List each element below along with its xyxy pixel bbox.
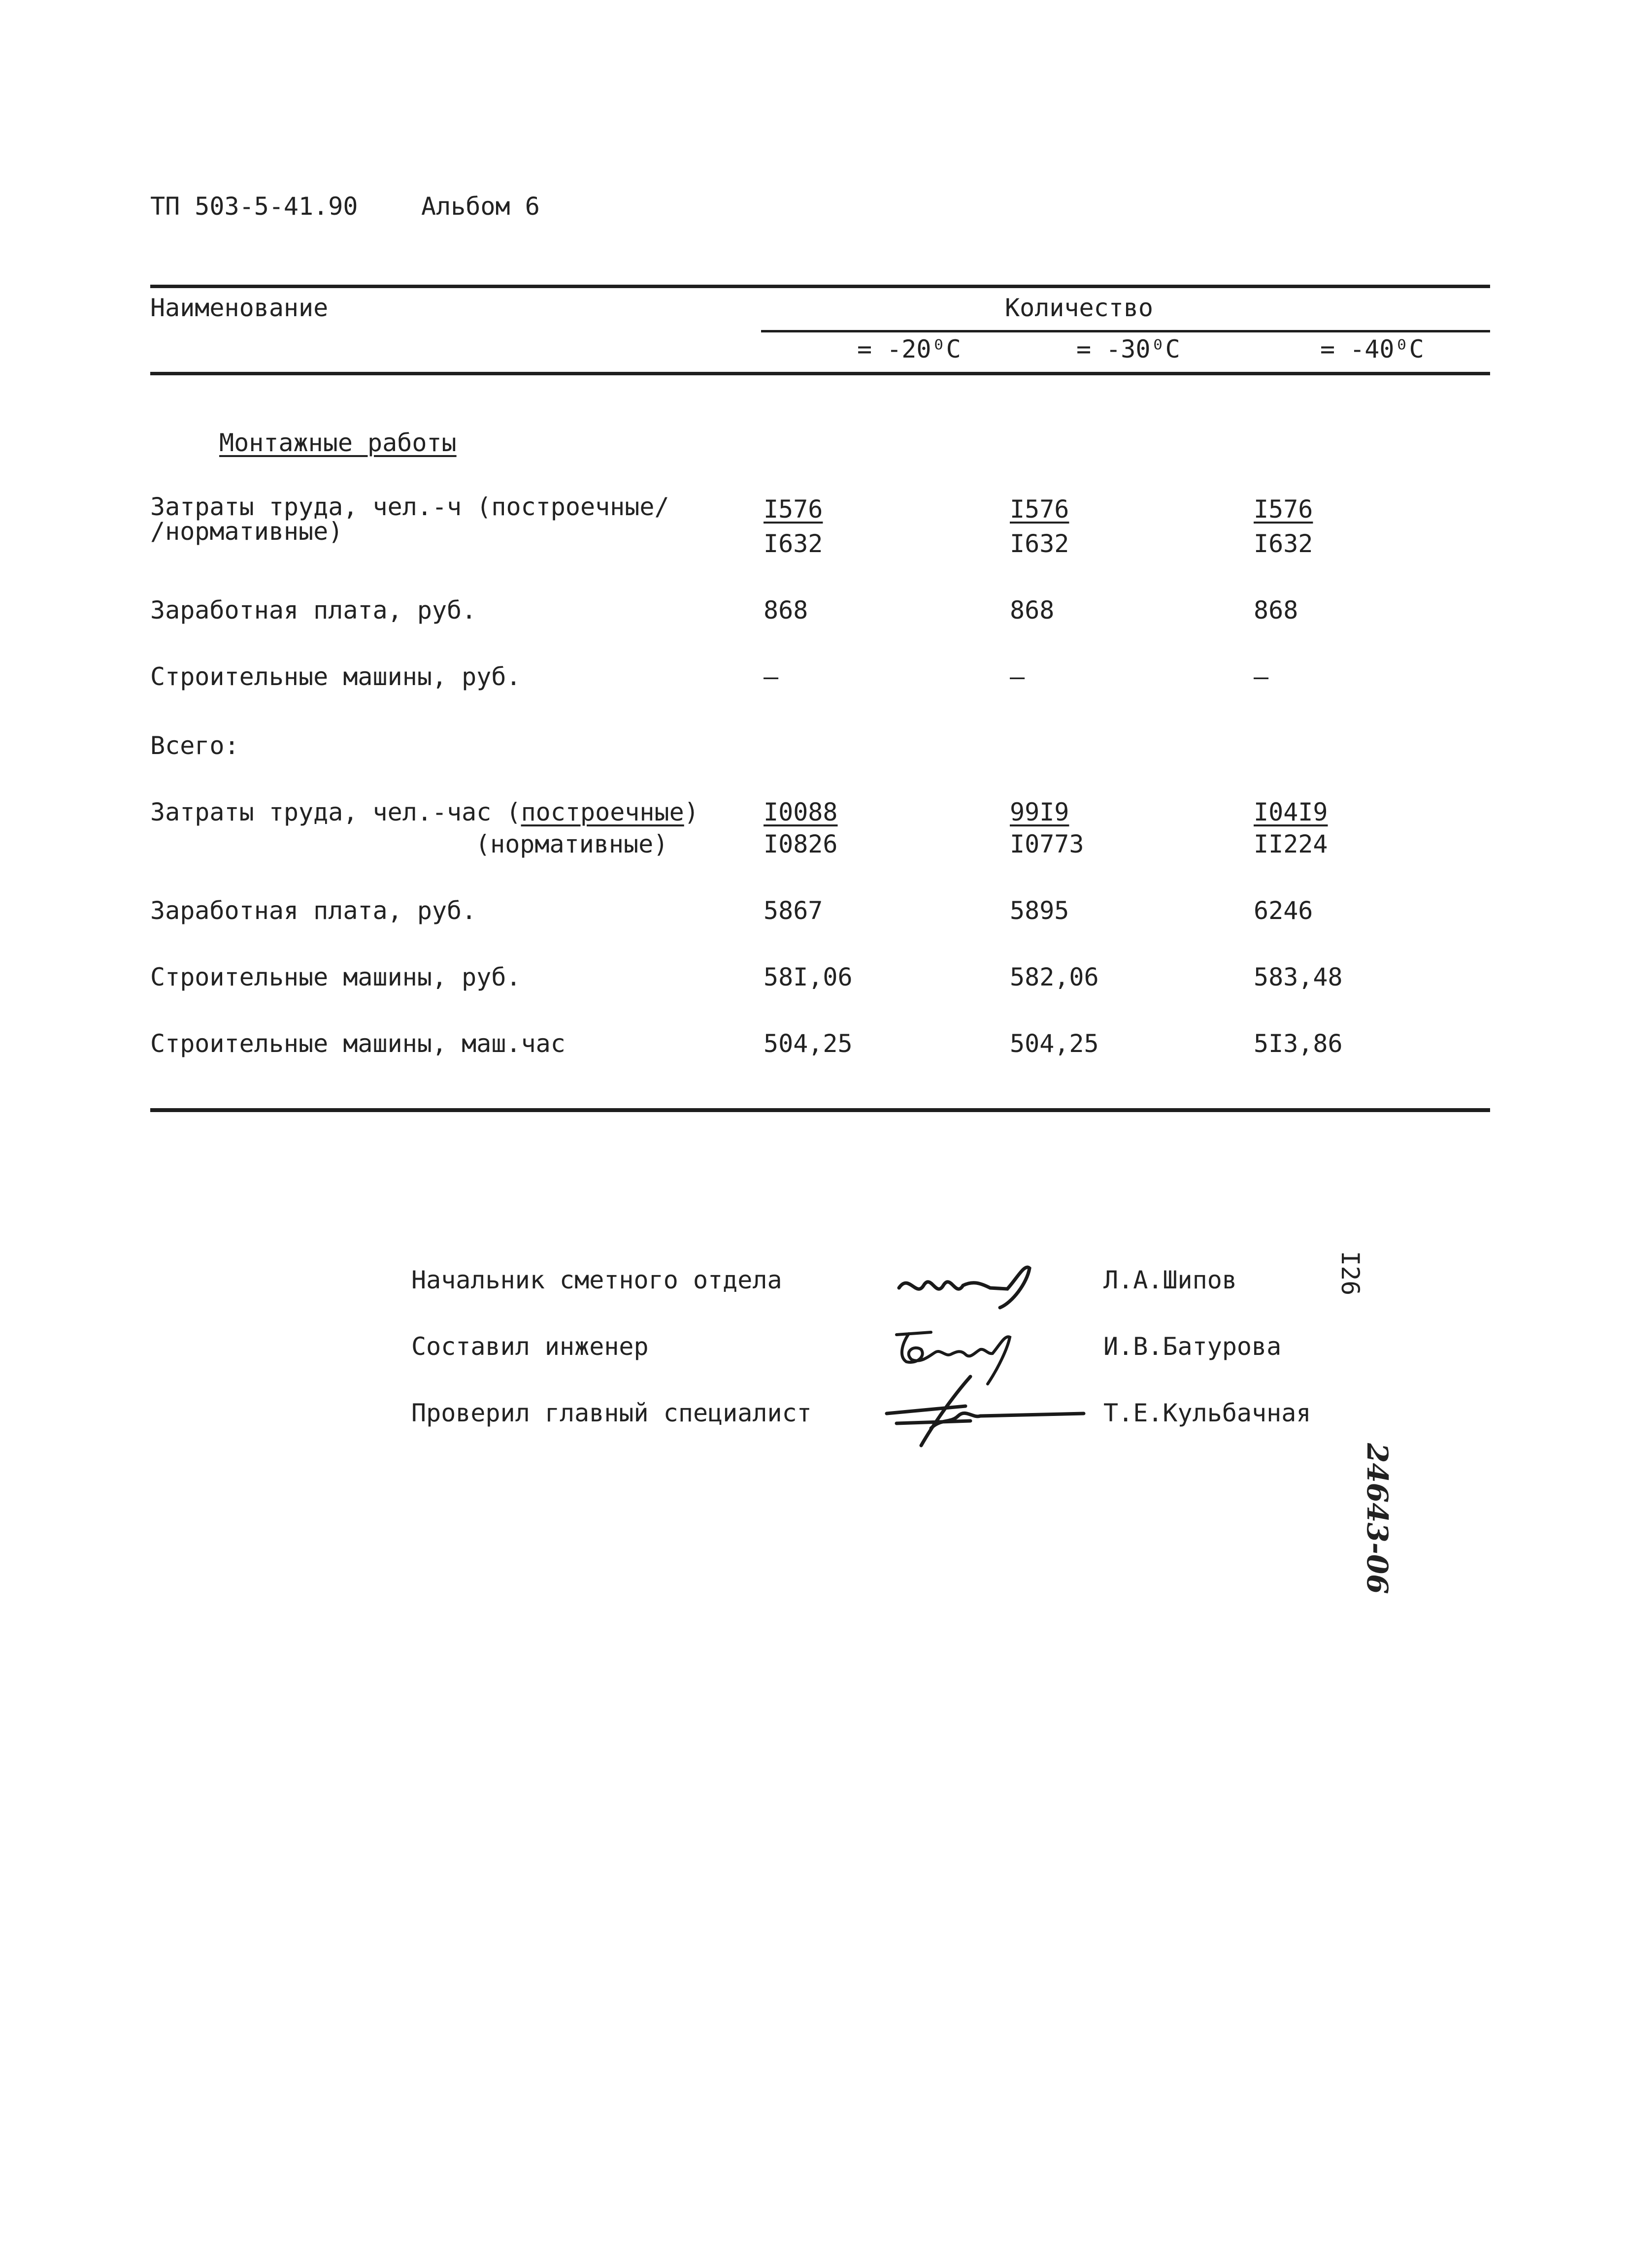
row-total-labor-label-1 xyxy=(150,798,699,826)
row-wage-label: Заработная плата, руб. xyxy=(150,596,477,625)
labor-norm-c1: I632 xyxy=(764,529,823,558)
total-wage-c2: 5895 xyxy=(1010,896,1069,925)
labor-build-c3: I576 xyxy=(1254,495,1313,524)
total-machines-hour-c1: 504,25 xyxy=(764,1029,853,1058)
page-number: I26 xyxy=(1336,1251,1364,1296)
machines-c1: – xyxy=(764,662,779,691)
total-labor-norm-c3: II224 xyxy=(1254,830,1328,858)
temp-header-2: = -30⁰С xyxy=(1076,335,1180,363)
labor-build-c2: I576 xyxy=(1010,495,1069,524)
row-machines-label: Строительные машины, руб. xyxy=(150,662,521,691)
temp-header-1: = -20⁰С xyxy=(857,335,961,363)
stamp-code: 24643-06 xyxy=(1361,1443,1394,1594)
row-total-labor-label-2: (нормативные) xyxy=(475,830,668,858)
total-machines-rub-c2: 582,06 xyxy=(1010,963,1099,991)
qty-subheader-rule xyxy=(761,330,1490,332)
total-labor-prefix: Затраты труда, чел.-час ( xyxy=(150,798,521,826)
total-label: Всего: xyxy=(150,731,239,760)
sig3-role: Проверил главный специалист xyxy=(411,1399,812,1427)
col-name-header: Наименование xyxy=(150,294,329,322)
sig2-name: И.В.Батурова xyxy=(1103,1332,1282,1361)
total-wage-c3: 6246 xyxy=(1254,896,1313,925)
machines-c2: – xyxy=(1010,662,1025,691)
total-labor-underlined: построечные xyxy=(521,798,684,826)
col-qty-header: Количество xyxy=(1005,294,1154,322)
sig1-role: Начальник сметного отдела xyxy=(411,1266,782,1294)
wage-c2: 868 xyxy=(1010,596,1055,625)
row-total-wage-label: Заработная плата, руб. xyxy=(150,896,477,925)
total-labor-build-c1: I0088 xyxy=(764,798,838,826)
header-bottom-rule xyxy=(150,372,1490,375)
table-top-rule xyxy=(150,285,1490,288)
sig3-name: Т.Е.Кульбачная xyxy=(1103,1399,1311,1427)
total-machines-hour-c3: 5I3,86 xyxy=(1254,1029,1343,1058)
machines-c3: – xyxy=(1254,662,1269,691)
wage-c1: 868 xyxy=(764,596,808,625)
doc-code: ТП 503-5-41.90 xyxy=(150,192,358,221)
labor-norm-c2: I632 xyxy=(1010,529,1069,558)
row-total-machines-hour-label: Строительные машины, маш.час xyxy=(150,1029,565,1058)
row-labor-label-1: Затраты труда, чел.-ч (построечные/ xyxy=(150,493,669,521)
sig1-name: Л.А.Шипов xyxy=(1103,1266,1237,1294)
total-machines-hour-c2: 504,25 xyxy=(1010,1029,1099,1058)
wage-c3: 868 xyxy=(1254,596,1298,625)
total-labor-norm-c2: I0773 xyxy=(1010,830,1084,858)
total-machines-rub-c1: 58I,06 xyxy=(764,963,853,991)
labor-norm-c3: I632 xyxy=(1254,529,1313,558)
album-label: Альбом 6 xyxy=(421,192,540,221)
row-labor-label-2: /нормативные) xyxy=(150,517,343,546)
temp-header-3: = -40⁰С xyxy=(1320,335,1424,363)
total-labor-suffix: ) xyxy=(684,798,699,826)
total-labor-build-c2: 99I9 xyxy=(1010,798,1069,826)
table-bottom-rule xyxy=(150,1108,1490,1112)
total-labor-build-c3: I04I9 xyxy=(1254,798,1328,826)
section-title: Монтажные работы xyxy=(219,428,457,457)
labor-build-c1: I576 xyxy=(764,495,823,524)
total-machines-rub-c3: 583,48 xyxy=(1254,963,1343,991)
signature-3-icon xyxy=(877,1369,1094,1453)
sig2-role: Составил инженер xyxy=(411,1332,649,1361)
total-wage-c1: 5867 xyxy=(764,896,823,925)
total-labor-norm-c1: I0826 xyxy=(764,830,838,858)
row-total-machines-rub-label: Строительные машины, руб. xyxy=(150,963,521,991)
signature-1-icon xyxy=(894,1253,1042,1313)
